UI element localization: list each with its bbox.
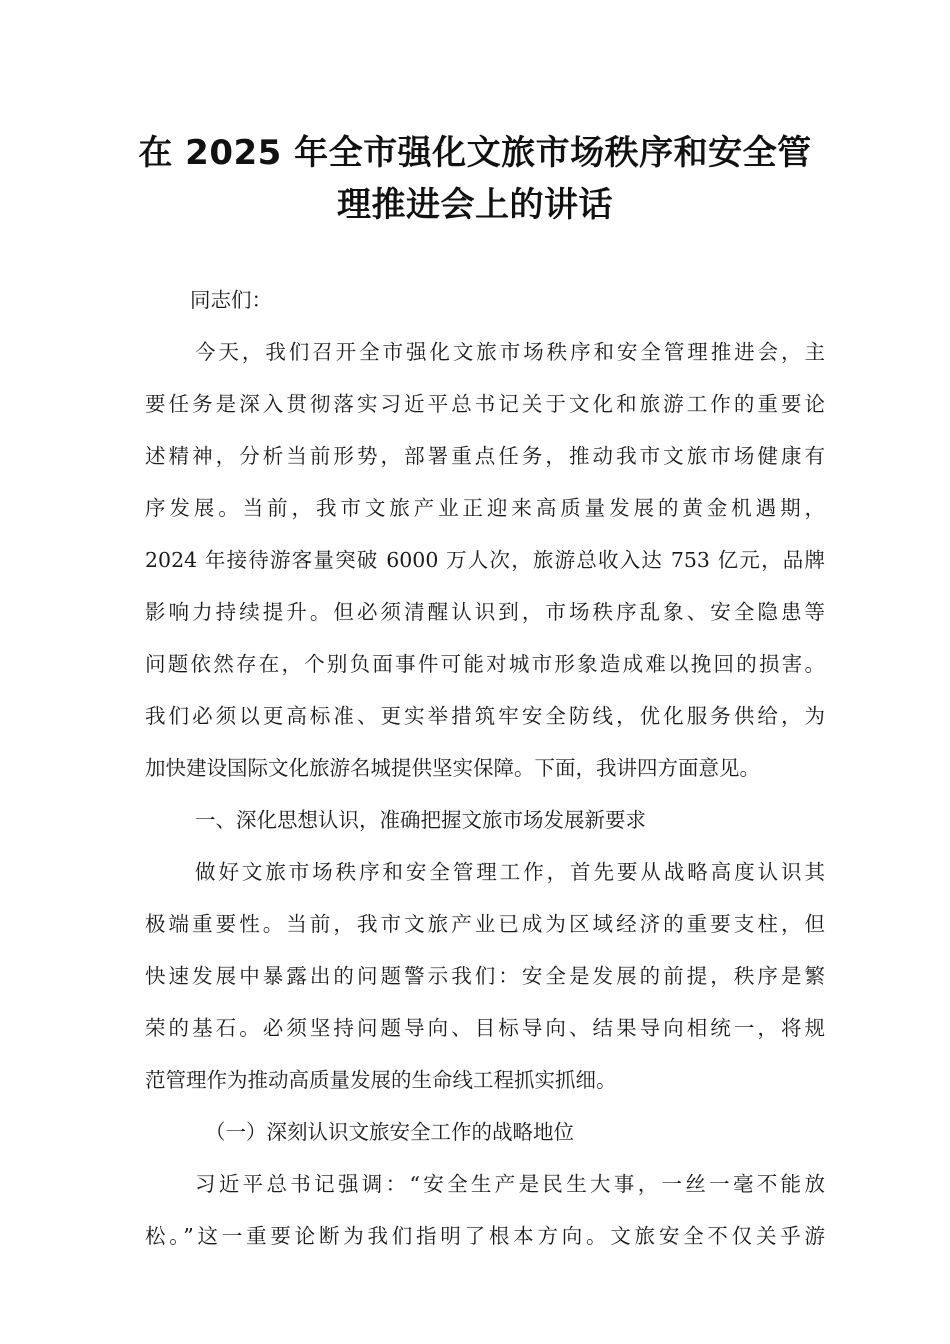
salutation: 同志们： [190,288,272,312]
paragraph-line: 习近平总书记强调：“安全生产是民生大事，一丝一毫不能放 [195,1172,825,1196]
paragraph-line: 我们必须以更高标准、更实举措筑牢安全防线，优化服务供给，为 [145,704,825,728]
paragraph-line: 范管理作为推动高质量发展的生命线工程抓实抓细。 [145,1068,617,1092]
paragraph-line: 荣的基石。必须坚持问题导向、目标导向、结果导向相统一，将规 [145,1016,825,1040]
paragraph-line: 松。”这一重要论断为我们指明了根本方向。文旅安全不仅关乎游 [145,1224,825,1248]
section-heading: 一、深化思想认识，准确把握文旅市场发展新要求 [195,808,646,832]
paragraph-line: 影响力持续提升。但必须清醒认识到，市场秩序乱象、安全隐患等 [145,600,825,624]
paragraph-line: 今天，我们召开全市强化文旅市场秩序和安全管理推进会，主 [195,340,825,364]
paragraph-line: 极端重要性。当前，我市文旅产业已成为区域经济的重要支柱，但 [145,912,825,936]
paragraph-line: 加快建设国际文化旅游名城提供坚实保障。下面，我讲四方面意见。 [145,756,760,780]
paragraph-line: 问题依然存在，个别负面事件可能对城市形象造成难以挽回的损害。 [145,652,825,676]
document-title-line-1: 在 2025 年全市强化文旅市场秩序和安全管 [138,133,812,173]
paragraph-line: 述精神，分析当前形势，部署重点任务，推动我市文旅市场健康有 [145,444,825,468]
paragraph-line: 快速发展中暴露出的问题警示我们：安全是发展的前提，秩序是繁 [145,964,825,988]
paragraph-line: 2024 年接待游客量突破 6000 万人次，旅游总收入达 753 亿元，品牌 [145,548,825,572]
paragraph-line: 序发展。当前，我市文旅产业正迎来高质量发展的黄金机遇期， [145,496,825,520]
paragraph-line: 要任务是深入贯彻落实习近平总书记关于文化和旅游工作的重要论 [145,392,825,416]
paragraph-line: 做好文旅市场秩序和安全管理工作，首先要从战略高度认识其 [195,860,825,884]
document-title-line-2: 理推进会上的讲话 [337,185,613,225]
subsection-heading: （一）深刻认识文旅安全工作的战略地位 [205,1120,574,1144]
